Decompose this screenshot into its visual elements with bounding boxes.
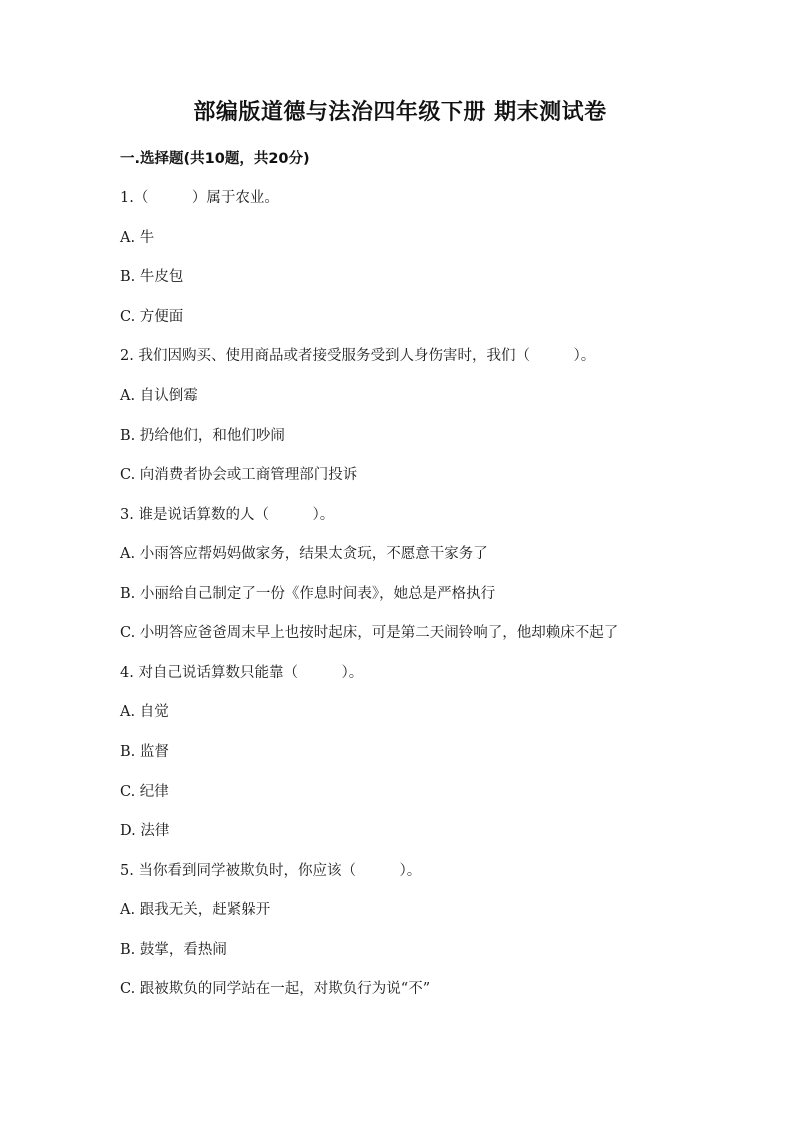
- question-3-option-b: B. 小丽给自己制定了一份《作息时间表》，她总是严格执行: [120, 586, 496, 602]
- question-1-stem: 1.（ ）属于农业。: [120, 190, 279, 206]
- question-4-option-a: A. 自觉: [120, 704, 169, 720]
- question-2-option-c: C. 向消费者协会或工商管理部门投诉: [120, 467, 358, 483]
- question-2-option-b: B. 扔给他们，和他们吵闹: [120, 428, 285, 444]
- question-3-stem: 3. 谁是说话算数的人（ ）。: [120, 507, 335, 523]
- question-1-option-b: B. 牛皮包: [120, 269, 184, 285]
- question-4-stem: 4. 对自己说话算数只能靠（ ）。: [120, 665, 364, 681]
- question-4-option-c: C. 纪律: [120, 784, 169, 800]
- question-5-stem: 5. 当你看到同学被欺负时，你应该（ ）。: [120, 863, 422, 879]
- section-heading: 一.选择题(共10题，共20分): [120, 151, 310, 167]
- question-4-option-d: D. 法律: [120, 823, 170, 839]
- question-5-option-a: A. 跟我无关，赶紧躲开: [120, 902, 271, 918]
- exam-title: 部编版道德与法治四年级下册 期末测试卷: [193, 100, 607, 125]
- question-5-option-b: B. 鼓掌，看热闹: [120, 942, 227, 958]
- question-5-option-c: C. 跟被欺负的同学站在一起，对欺负行为说“不”: [120, 981, 431, 997]
- question-2-option-a: A. 自认倒霉: [120, 388, 198, 404]
- question-2-stem: 2. 我们因购买、使用商品或者接受服务受到人身伤害时，我们（ ）。: [120, 348, 596, 364]
- question-3-option-c: C. 小明答应爸爸周末早上也按时起床，可是第二天闹铃响了，他却赖床不起了: [120, 625, 619, 641]
- question-1-option-a: A. 牛: [120, 230, 155, 246]
- question-3-option-a: A. 小雨答应帮妈妈做家务，结果太贪玩，不愿意干家务了: [120, 546, 488, 562]
- question-1-option-c: C. 方便面: [120, 309, 184, 325]
- question-4-option-b: B. 监督: [120, 744, 169, 760]
